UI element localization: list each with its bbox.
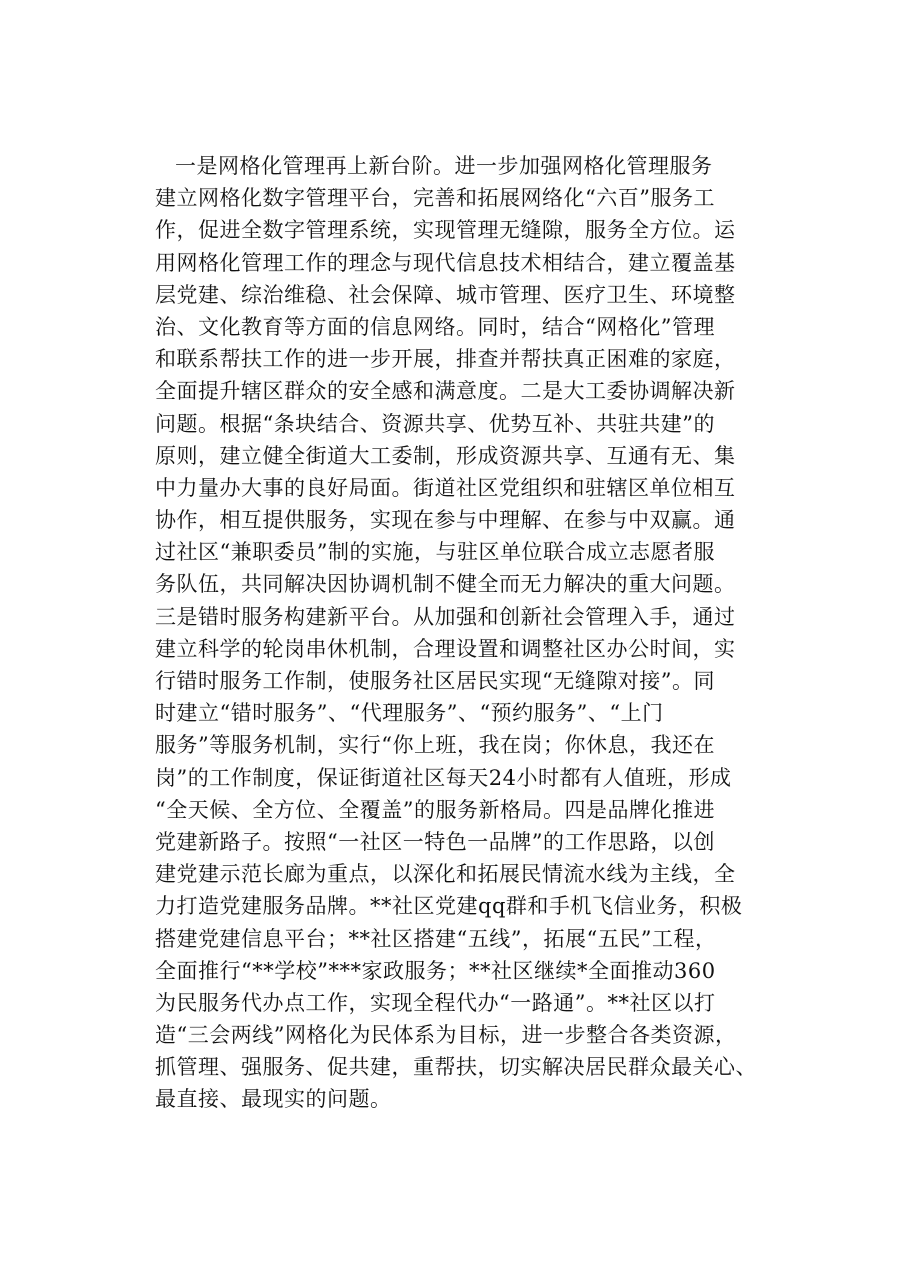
paragraph-line: 建立网格化数字管理平台，完善和拓展网络化“六百”服务工 xyxy=(155,186,715,211)
paragraph-line: 建党建示范长廊为重点，以深化和拓展民情流水线为主线，全 xyxy=(155,862,736,887)
paragraph-line: 最直接、最现实的问题。 xyxy=(155,1087,392,1112)
paragraph-line: 行错时服务工作制，使服务社区居民实现“无缝隙对接”。同 xyxy=(155,669,715,693)
paragraph-line: 搭建党建信息平台；**社区搭建“五线”，拓展“五民”工程， xyxy=(155,926,717,951)
paragraph-line: 原则，建立健全街道大工委制，形成资源共享、互通有无、集 xyxy=(155,443,736,468)
paragraph-line: 岗”的工作制度，保证街道社区每天24小时都有人值班，形成 xyxy=(155,765,732,790)
paragraph-line: 务队伍，共同解决因协调机制不健全而无力解决的重大问题。 xyxy=(155,572,736,597)
paragraph-line: 服务”等服务机制，实行“你上班，我在岗；你休息，我还在 xyxy=(155,733,715,758)
paragraph-line: 造“三会两线”网格化为民体系为目标，进一步整合各类资源， xyxy=(155,1023,737,1048)
paragraph-line: 治、文化教育等方面的信息网络。同时，结合“网格化”管理 xyxy=(155,314,715,339)
paragraph-line: 过社区“兼职委员”制的实施，与驻区单位联合成立志愿者服 xyxy=(155,540,715,565)
paragraph-line: 建立科学的轮岗串休机制，合理设置和调整社区办公时间，实 xyxy=(155,636,736,661)
paragraph-line: 力打造党建服务品牌。**社区党建qq群和手机飞信业务，积极 xyxy=(155,894,743,919)
paragraph-line: 中力量办大事的良好局面。街道社区党组织和驻辖区单位相互 xyxy=(155,475,736,500)
paragraph-line: 层党建、综治维稳、社会保障、城市管理、医疗卫生、环境整 xyxy=(155,282,736,307)
paragraph-line: 用网格化管理工作的理念与现代信息技术相结合，建立覆盖基 xyxy=(155,250,736,275)
paragraph-line: 为民服务代办点工作，实现全程代办“一路通”。**社区以打 xyxy=(155,990,716,1015)
paragraph-line: “全天候、全方位、全覆盖”的服务新格局。四是品牌化推进 xyxy=(155,797,715,822)
body-paragraph xyxy=(155,150,835,1116)
paragraph-line: 全面推行“**学校”***家政服务；**社区继续*全面推动360 xyxy=(155,958,716,983)
paragraph-line: 一是网格化管理再上新台阶。进一步加强网格化管理服务 xyxy=(175,154,713,178)
paragraph-line: 三是错时服务构建新平台。从加强和创新社会管理入手，通过 xyxy=(155,604,736,629)
paragraph-line: 全面提升辖区群众的安全感和满意度。二是大工委协调解决新 xyxy=(155,379,736,404)
paragraph-line: 党建新路子。按照“一社区一特色一品牌”的工作思路，以创 xyxy=(155,829,715,854)
paragraph-line: 抓管理、强服务、促共建，重帮扶，切实解决居民群众最关心、 xyxy=(155,1055,757,1080)
paragraph-line: 问题。根据“条块结合、资源共享、优势互补、共驻共建”的 xyxy=(155,411,715,436)
paragraph-line: 和联系帮扶工作的进一步开展，排查并帮扶真正困难的家庭， xyxy=(155,347,736,372)
paragraph-line: 作，促进全数字管理系统，实现管理无缝隙，服务全方位。运 xyxy=(155,218,736,243)
paragraph-line: 时建立“错时服务”、“代理服务”、“预约服务”、“上门 xyxy=(155,701,664,726)
paragraph-line: 协作，相互提供服务，实现在参与中理解、在参与中双赢。通 xyxy=(155,508,736,533)
